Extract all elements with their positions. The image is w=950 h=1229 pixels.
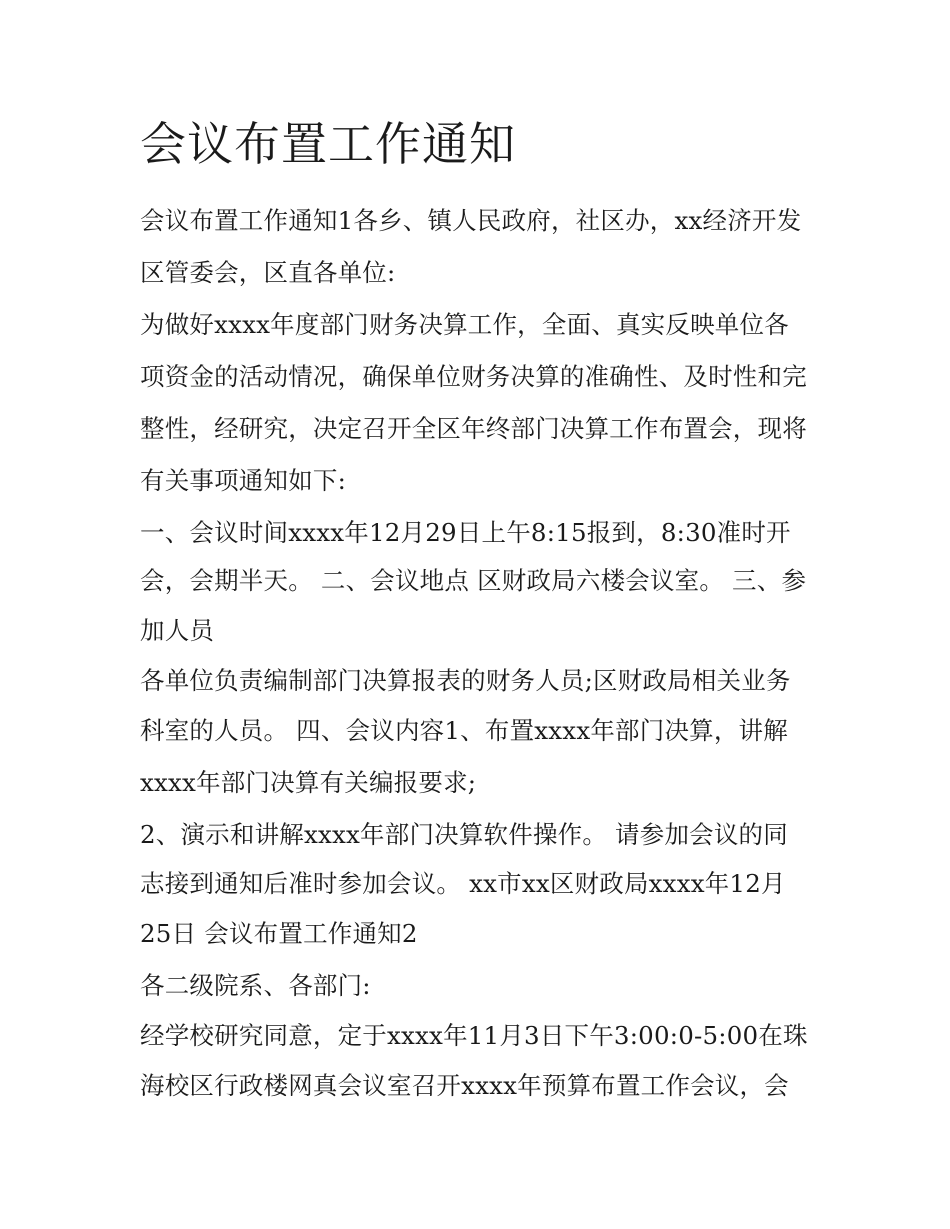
body-line-9: 加人员: [140, 616, 215, 645]
body-line-18: 海校区行政楼网真会议室召开xxxx年预算布置工作会议，会: [140, 1071, 789, 1100]
body-line-7: 一、会议时间xxxx年12月29日上午8:15报到，8:30准时开: [140, 518, 791, 547]
body-line-1: 会议布置工作通知1各乡、镇人民政府，社区办，xx经济开发: [140, 206, 802, 235]
body-line-17: 经学校研究同意，定于xxxx年11月3日下午3:00:0-5:00在珠: [140, 1021, 808, 1050]
body-line-11: 科室的人员。 四、会议内容1、布置xxxx年部门决算，讲解: [140, 716, 788, 745]
body-line-2: 区管委会，区直各单位:: [140, 258, 396, 287]
body-line-6: 有关事项通知如下:: [140, 466, 347, 495]
body-line-5: 整性，经研究，决定召开全区年终部门决算工作布置会，现将: [140, 414, 807, 443]
body-line-15: 25日 会议布置工作通知2: [140, 919, 418, 948]
body-line-10: 各单位负责编制部门决算报表的财务人员;区财政局相关业务: [140, 666, 791, 695]
body-line-13: 2、演示和讲解xxxx年部门决算软件操作。 请参加会议的同: [140, 820, 788, 849]
body-line-12: xxxx年部门决算有关编报要求;: [140, 768, 477, 797]
body-line-8: 会，会期半天。 二、会议地点 区财政局六楼会议室。 三、参: [140, 566, 807, 595]
body-line-16: 各二级院系、各部门:: [140, 971, 371, 1000]
body-line-14: 志接到通知后准时参加会议。 xx市xx区财政局xxxx年12月: [140, 869, 786, 898]
page-title: 会议布置工作通知: [140, 117, 516, 171]
body-line-3: 为做好xxxx年度部门财务决算工作，全面、真实反映单位各: [140, 310, 789, 339]
body-line-4: 项资金的活动情况，确保单位财务决算的准确性、及时性和完: [140, 362, 807, 391]
